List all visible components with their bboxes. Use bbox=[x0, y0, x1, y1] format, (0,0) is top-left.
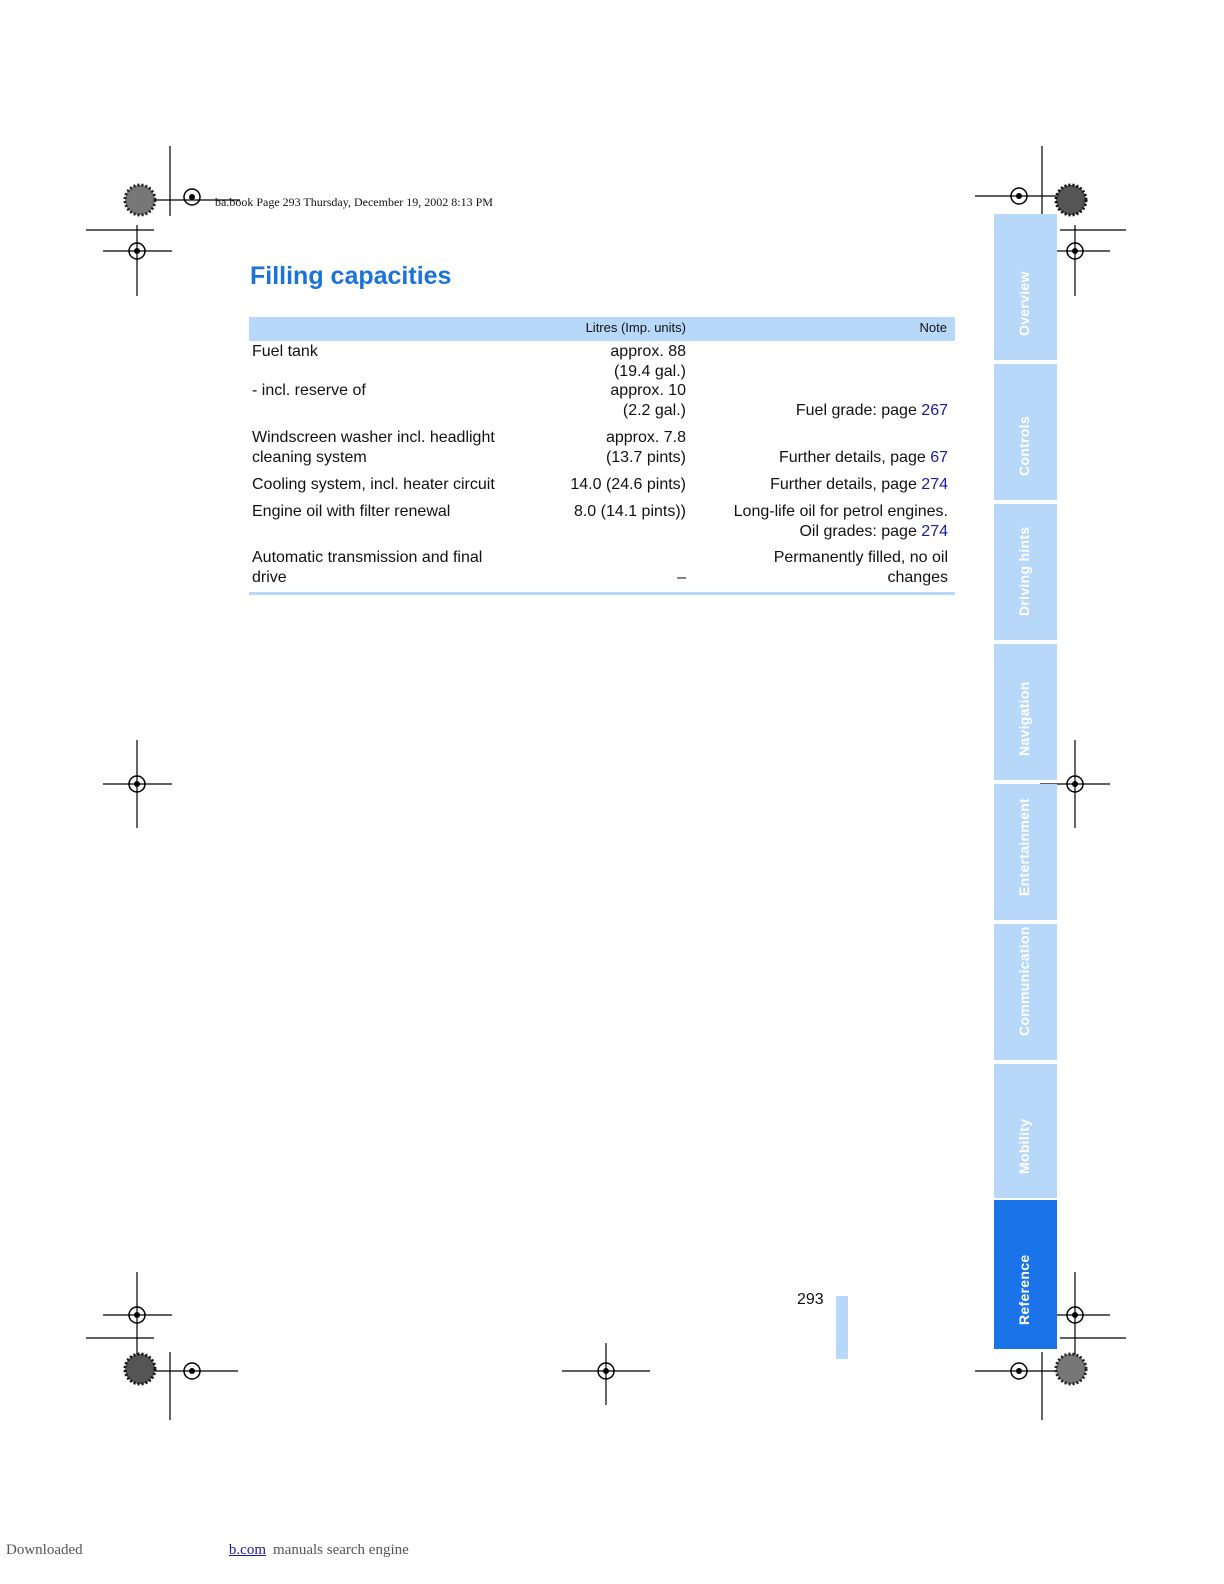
row-note: Further details, page 67 bbox=[779, 448, 948, 466]
row-item: - incl. reserve of bbox=[252, 382, 366, 399]
row-item: Windscreen washer incl. headlight cleaning system bbox=[252, 429, 495, 466]
column-header-litres: Litres (Imp. units) bbox=[585, 320, 686, 335]
footer-link[interactable]: b.com bbox=[228, 1542, 266, 1558]
table-bottom-rule bbox=[249, 592, 955, 595]
file-info-header: ba.book Page 293 Thursday, December 19, 2002 8:13 PM bbox=[215, 195, 493, 209]
tab-communication[interactable]: Communication bbox=[994, 924, 1057, 1060]
row-note: Permanently filled, no oil changes bbox=[773, 549, 948, 586]
tab-overview[interactable]: Overview bbox=[994, 214, 1057, 360]
table-row bbox=[249, 342, 955, 381]
page-link[interactable]: 274 bbox=[921, 522, 948, 540]
table-row bbox=[249, 381, 955, 428]
footer-downloaded: Downloaded bbox=[6, 1542, 83, 1558]
row-litres: – bbox=[677, 568, 686, 586]
footer-search-engine: manuals search engine bbox=[273, 1542, 409, 1558]
table-row bbox=[249, 502, 955, 548]
table-row bbox=[249, 475, 955, 502]
row-litres: 8.0 (14.1 pints)) bbox=[573, 503, 686, 520]
row-note: Fuel grade: page 267 bbox=[795, 401, 948, 419]
page-link[interactable]: 274 bbox=[921, 476, 948, 493]
row-litres: approx. 88 (19.4 gal.) bbox=[610, 343, 686, 380]
table-row bbox=[249, 428, 955, 475]
page-link[interactable]: 67 bbox=[930, 448, 948, 466]
page-number: 293 bbox=[797, 1291, 824, 1308]
tab-entertainment[interactable]: Entertainment bbox=[994, 784, 1057, 920]
tab-reference[interactable]: Reference bbox=[994, 1200, 1057, 1349]
filling-capacities-table bbox=[249, 317, 955, 592]
page-number-bar bbox=[836, 1296, 848, 1359]
table-header bbox=[249, 317, 955, 341]
page-title: Filling capacities bbox=[250, 262, 452, 290]
row-note: Further details, page 274 bbox=[770, 476, 948, 493]
table-row bbox=[249, 548, 955, 592]
row-litres: 14.0 (24.6 pints) bbox=[570, 476, 686, 493]
row-note: Long-life oil for petrol engines. Oil grades: page 274 bbox=[733, 503, 948, 540]
page-link[interactable]: 267 bbox=[921, 401, 948, 419]
row-litres: approx. 10 (2.2 gal.) bbox=[610, 382, 686, 419]
tab-controls[interactable]: Controls bbox=[994, 364, 1057, 500]
row-item: Cooling system, incl. heater circuit bbox=[252, 476, 495, 493]
tab-driving-hints[interactable]: Driving hints bbox=[994, 504, 1057, 640]
tab-navigation[interactable]: Navigation bbox=[994, 644, 1057, 780]
row-litres: approx. 7.8 (13.7 pints) bbox=[605, 429, 686, 466]
tab-mobility[interactable]: Mobility bbox=[994, 1064, 1057, 1198]
column-header-note: Note bbox=[919, 320, 947, 335]
row-item: Automatic transmission and final drive bbox=[252, 549, 483, 586]
row-item: Fuel tank bbox=[252, 343, 318, 360]
row-item: Engine oil with filter renewal bbox=[252, 503, 451, 520]
